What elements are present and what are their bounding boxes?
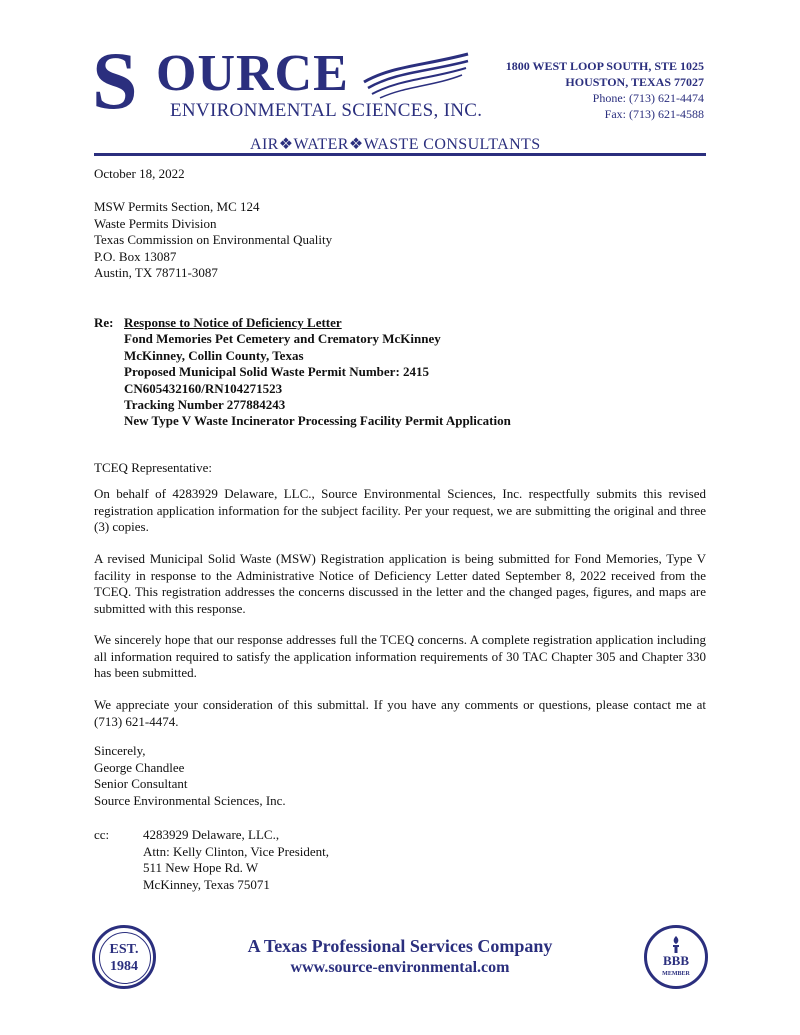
- recipient-address: [94, 199, 332, 282]
- subject-line: Fond Memories Pet Cemetery and Crematory McKinney: [124, 331, 441, 347]
- bbb-member: MEMBER: [662, 971, 690, 977]
- salutation: TCEQ Representative:: [94, 460, 213, 475]
- signer-name: George Chandlee: [94, 759, 185, 775]
- cc-label: cc:: [94, 827, 110, 842]
- cc-line: 511 New Hope Rd. W: [143, 860, 259, 876]
- company-website: www.source-environmental.com: [290, 959, 510, 976]
- body-paragraph: On behalf of 4283929 Delaware, LLC., Source Environmental Sciences, Inc. respectfully submits this revised registration application information for the subject facility. Per your request, we are submitting the original and three (3) copies.: [94, 486, 706, 535]
- signer-title: Senior Consultant: [94, 776, 188, 792]
- subject-line: Tracking Number 277884243: [124, 397, 286, 413]
- company-logo: [92, 35, 483, 126]
- footer-text: [160, 935, 640, 979]
- letterhead-contact: [506, 58, 704, 122]
- subject-line: CN605432160/RN104271523: [124, 380, 283, 396]
- subject-title: Response to Notice of Deficiency Letter: [124, 315, 342, 330]
- signer-company: Source Environmental Sciences, Inc.: [94, 792, 286, 808]
- seal-ring: [99, 932, 151, 984]
- company-description: A Texas Professional Services Company: [247, 936, 553, 956]
- cc-line: McKinney, Texas 75071: [143, 876, 270, 892]
- body-paragraph: A revised Municipal Solid Waste (MSW) Registration application is being submitted for Fond Memories, Type V facility in response to the Administrative Notice of Deficiency Letter dated September 8, 2022 received from the TCEQ. This registration addresses the concerns discussed in the letter and the changed pages, figures, and maps are submitted with this response.: [94, 551, 706, 616]
- recipient-line: Austin, TX 78711-3087: [94, 265, 218, 281]
- recipient-line: P.O. Box 13087: [94, 248, 177, 264]
- phone-number: Phone: (713) 621-4474: [592, 91, 704, 105]
- torch-icon: [666, 934, 686, 954]
- cc-line: Attn: Kelly Clinton, Vice President,: [143, 843, 330, 859]
- address-line-1: 1800 WEST LOOP SOUTH, STE 1025: [505, 59, 704, 73]
- recipient-line: Texas Commission on Environmental Quality: [94, 232, 333, 248]
- address-line-2: HOUSTON, TEXAS 77027: [565, 75, 704, 89]
- fax-number: Fax: (713) 621-4588: [604, 107, 704, 121]
- logo-initial: S: [92, 35, 138, 126]
- logo-word: OURCE: [156, 45, 349, 102]
- subject-line: New Type V Waste Incinerator Processing Facility Permit Application: [124, 413, 511, 429]
- seal-est: EST.: [109, 942, 139, 957]
- logo-subtitle: ENVIRONMENTAL SCIENCES, INC.: [170, 100, 483, 121]
- seal-year: 1984: [110, 959, 138, 974]
- letter-date: October 18, 2022: [94, 166, 185, 181]
- letterhead-rule: [94, 153, 706, 156]
- body-paragraph: We sincerely hope that our response addresses full the TCEQ concerns. A complete registration application including all information required to satisfy the application information requirements of 30 TAC Chapter 305 and Chapter 330 has been submitted.: [94, 632, 706, 681]
- bbb-label: BBB: [662, 953, 689, 968]
- signature-block: [94, 743, 286, 809]
- logo-waves-icon: [362, 52, 472, 100]
- bbb-seal: [644, 925, 708, 989]
- closing-line: Sincerely,: [94, 743, 146, 758]
- recipient-line: Waste Permits Division: [94, 215, 217, 231]
- subject-line: McKinney, Collin County, Texas: [124, 347, 304, 363]
- body-paragraph: We appreciate your consideration of this submittal. If you have any comments or questions, please contact me at (713) 621-4474.: [94, 697, 706, 729]
- cc-line: 4283929 Delaware, LLC.,: [143, 827, 280, 842]
- letterhead-tagline: AIR❖WATER❖WASTE CONSULTANTS: [250, 136, 541, 153]
- subject-line: Proposed Municipal Solid Waste Permit Number: 2415: [124, 364, 430, 380]
- subject-block: [124, 315, 511, 430]
- re-label: Re:: [94, 315, 114, 330]
- recipient-line: MSW Permits Section, MC 124: [94, 199, 260, 214]
- cc-block: [143, 827, 329, 893]
- established-seal: [92, 925, 156, 989]
